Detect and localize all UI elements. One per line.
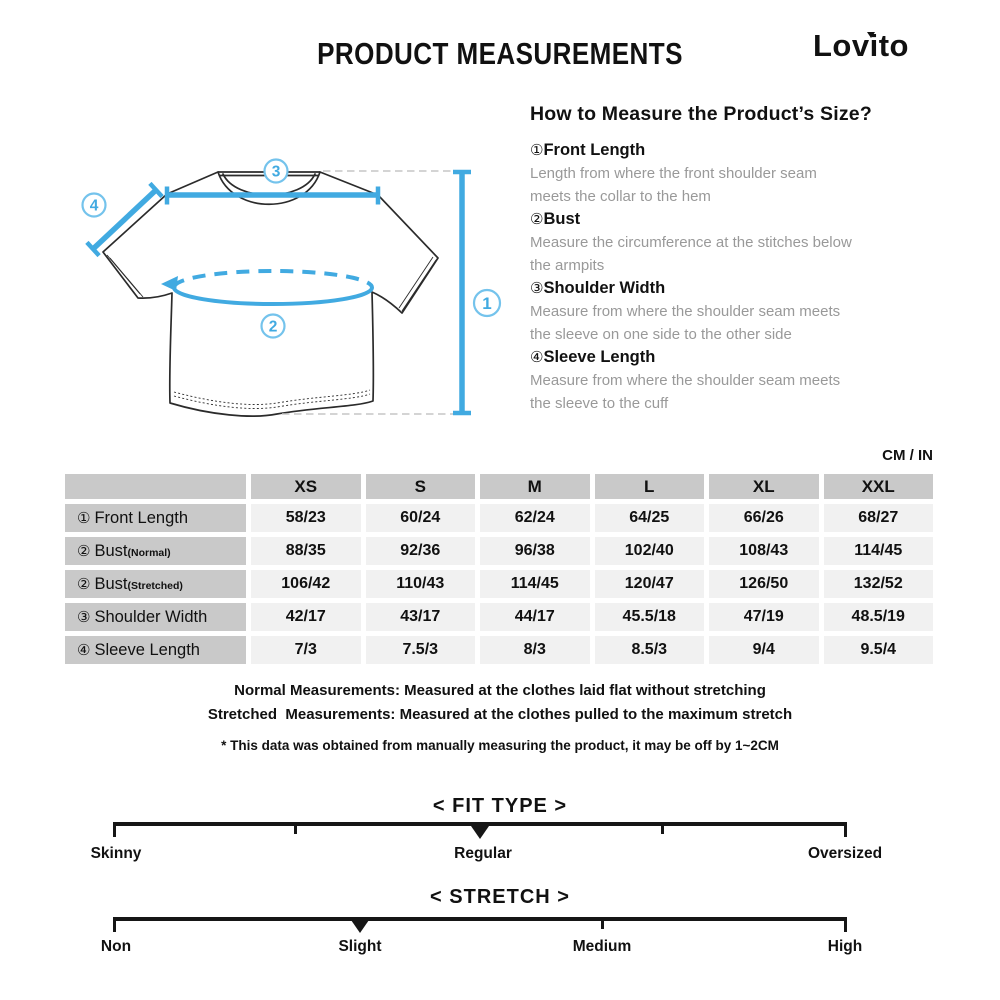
stretch-marker-icon — [351, 920, 369, 933]
column-header: XS — [251, 474, 361, 499]
table-value: 66/26 — [709, 504, 819, 532]
note-disclaimer: * This data was obtained from manually measuring the product, it may be off by 1~2CM — [221, 738, 779, 753]
row-number: ④ — [77, 641, 91, 659]
fit-type-title: < FIT TYPE > — [432, 795, 568, 817]
how-to-measure-section — [530, 103, 902, 415]
table-value: 60/24 — [366, 504, 476, 532]
how-to-item-heading — [530, 346, 902, 369]
row-label-text: Bust — [94, 542, 128, 560]
table-value: 96/38 — [480, 537, 590, 565]
brand-text: Lovito — [813, 28, 909, 63]
row-label-sub: (Normal) — [127, 547, 171, 559]
item-number: ① — [530, 141, 544, 159]
table-value: 7.5/3 — [366, 636, 476, 664]
item-label: Front Length — [543, 141, 646, 159]
row-label — [65, 570, 246, 598]
item-desc-line: the armpits — [530, 257, 605, 274]
row-label — [65, 537, 246, 565]
column-header: M — [480, 474, 590, 499]
item-desc-line: Length from where the front shoulder seam — [530, 165, 817, 182]
table-value: 44/17 — [480, 603, 590, 631]
table-value: 8/3 — [480, 636, 590, 664]
stretch-tick — [113, 917, 116, 932]
row-label — [65, 636, 246, 664]
table-value: 88/35 — [251, 537, 361, 565]
note-normal: Normal Measurements: Measured at the clothes laid flat without stretching — [234, 682, 766, 699]
table-value: 106/42 — [251, 570, 361, 598]
table-value: 48.5/19 — [824, 603, 934, 631]
item-desc-line: Measure from where the shoulder seam meets — [530, 372, 841, 389]
table-value: 114/45 — [824, 537, 934, 565]
stretch-label-high: High — [827, 938, 863, 955]
table-value: 7/3 — [251, 636, 361, 664]
unit-label: CM / IN — [882, 447, 933, 464]
table-value: 68/27 — [824, 504, 934, 532]
how-to-title: How to Measure the Product’s Size? — [530, 103, 872, 125]
callout-3: 3 — [271, 163, 281, 181]
row-number: ③ — [77, 608, 91, 626]
row-number: ① — [77, 509, 91, 527]
table-value: 8.5/3 — [595, 636, 705, 664]
row-label-sub: (Stretched) — [127, 580, 183, 592]
item-number: ③ — [530, 279, 544, 297]
table-value: 43/17 — [366, 603, 476, 631]
stretch-label-medium: Medium — [572, 938, 632, 955]
row-label-text: Sleeve Length — [94, 641, 200, 659]
table-value: 47/19 — [709, 603, 819, 631]
table-value: 42/17 — [251, 603, 361, 631]
tshirt-measurement-diagram — [60, 130, 520, 450]
how-to-item-heading — [530, 208, 902, 231]
stretch-tick — [844, 917, 847, 932]
fit-type-label-skinny: Skinny — [90, 845, 142, 862]
fit-type-tick — [661, 822, 664, 834]
table-value: 120/47 — [595, 570, 705, 598]
fit-type-tick — [113, 822, 116, 837]
table-corner-cell — [65, 474, 246, 499]
row-label-text: Bust — [94, 575, 128, 593]
fit-type-label-oversized: Oversized — [807, 845, 883, 862]
item-label: Bust — [543, 210, 581, 228]
item-desc-line: the sleeve on one side to the other side — [530, 326, 792, 343]
callout-2: 2 — [268, 318, 278, 336]
stretch-title: < STRETCH > — [430, 886, 570, 908]
how-to-item-heading — [530, 277, 902, 300]
table-value: 108/43 — [709, 537, 819, 565]
table-value: 132/52 — [824, 570, 934, 598]
page-title: PRODUCT MEASUREMENTS — [317, 36, 683, 71]
row-label-text: Front Length — [94, 509, 189, 527]
row-label — [65, 504, 246, 532]
callout-4: 4 — [89, 197, 99, 215]
table-value: 9.5/4 — [824, 636, 934, 664]
table-value: 58/23 — [251, 504, 361, 532]
column-header: XXL — [824, 474, 934, 499]
item-label: Shoulder Width — [543, 279, 666, 297]
item-desc-line: the sleeve to the cuff — [530, 395, 669, 412]
row-number: ② — [77, 542, 91, 560]
table-value: 64/25 — [595, 504, 705, 532]
fit-type-marker-icon — [471, 826, 489, 839]
callout-1: 1 — [482, 294, 492, 313]
item-desc-line: Measure the circumference at the stitches below — [530, 234, 852, 251]
table-value: 62/24 — [480, 504, 590, 532]
item-number: ② — [530, 210, 544, 228]
row-label — [65, 603, 246, 631]
tshirt-outline — [103, 172, 438, 416]
table-value: 9/4 — [709, 636, 819, 664]
stretch-label-non: Non — [100, 938, 132, 955]
table-value: 114/45 — [480, 570, 590, 598]
table-value: 110/43 — [366, 570, 476, 598]
stretch-axis — [113, 917, 847, 921]
size-table — [65, 474, 933, 664]
column-header: XL — [709, 474, 819, 499]
stretch-tick — [601, 917, 604, 929]
column-header: L — [595, 474, 705, 499]
row-number: ② — [77, 575, 91, 593]
stretch-label-slight: Slight — [338, 938, 382, 955]
item-desc-line: Measure from where the shoulder seam meets — [530, 303, 841, 320]
item-number: ④ — [530, 348, 544, 366]
table-value: 92/36 — [366, 537, 476, 565]
column-header: S — [366, 474, 476, 499]
table-value: 45.5/18 — [595, 603, 705, 631]
brand-logo — [813, 28, 909, 64]
fit-type-tick — [844, 822, 847, 837]
row-label-text: Shoulder Width — [94, 608, 208, 626]
table-value: 102/40 — [595, 537, 705, 565]
item-label: Sleeve Length — [543, 348, 656, 366]
note-stretched: Stretched Measurements: Measured at the clothes pulled to the maximum stretch — [207, 706, 793, 723]
how-to-item-heading — [530, 139, 902, 162]
item-desc-line: meets the collar to the hem — [530, 188, 711, 205]
brand-heart-dot-icon — [867, 32, 875, 38]
fit-type-tick — [294, 822, 297, 834]
fit-type-label-regular: Regular — [454, 845, 512, 862]
table-value: 126/50 — [709, 570, 819, 598]
